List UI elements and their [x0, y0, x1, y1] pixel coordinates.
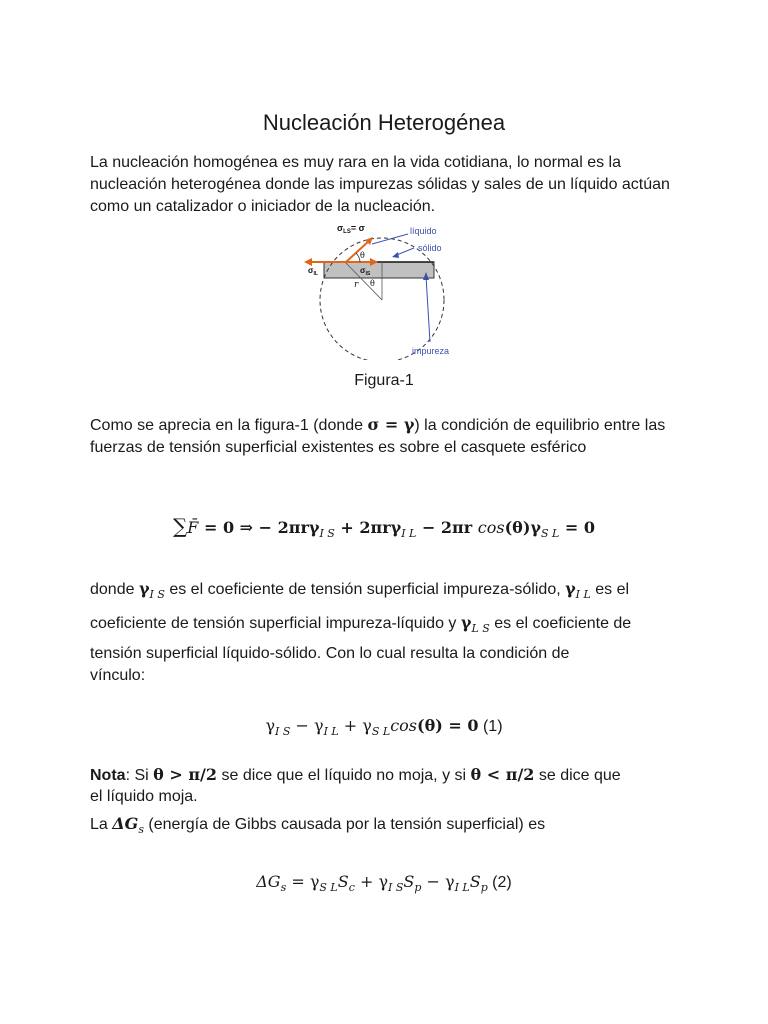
eq-sub: I S [275, 725, 291, 739]
equation-number: (2) [487, 874, 512, 891]
delta-g: ΔG [112, 814, 139, 833]
eq-sub: I L [454, 881, 470, 895]
nota-line2: el líquido moja. [90, 788, 198, 805]
eq-sub: c [348, 881, 355, 895]
equation-2 [0, 872, 768, 894]
eq-part: γ [265, 716, 276, 735]
figure-caption: Figura-1 [354, 372, 414, 389]
gibbs-line [90, 813, 545, 841]
solid-pointer-head [392, 252, 399, 258]
math: θ < π/2 [470, 765, 535, 784]
eq-part: = 0 [559, 518, 595, 537]
eq-sub: p [414, 881, 422, 895]
para3-line4: vínculo: [90, 667, 146, 684]
eq-sub: s [280, 881, 287, 895]
eq-part: S [403, 872, 415, 891]
eq-sub: I S [388, 881, 404, 895]
cos-func: cos [390, 716, 418, 735]
eq-part: + γ [354, 872, 389, 891]
para2-text-b: ) la condición de equilibrio entre las fuerzas de tensión superficial existentes es sobre el casquete esférico [90, 417, 666, 456]
math: θ > π/2 [153, 765, 218, 784]
para3-line2 [90, 612, 631, 640]
eq-part: (θ)γ [504, 518, 541, 537]
text: donde [90, 581, 139, 598]
label-sigma-ls: $\sigma_{LS}= \sigma$ [337, 223, 365, 235]
delta-g-sub: s [138, 823, 144, 837]
para2-math: σ = γ [367, 415, 415, 434]
para3-line3: tensión superficial líquido-sólido. Con lo cual resulta la condición de [90, 645, 570, 662]
text: es el coeficiente de tensión superficial impureza-sólido, [164, 581, 566, 598]
gamma-sub: I S [149, 588, 165, 602]
label-theta-center: θ [370, 279, 375, 288]
label-sigma-il: $\sigma_{IL}$ [308, 266, 318, 277]
paragraph-2 [90, 414, 690, 459]
text: La [90, 816, 113, 833]
eq-sub: I L [323, 725, 339, 739]
sum-symbol: ∑ [173, 514, 188, 538]
cos-func: cos [477, 518, 505, 537]
eq-sub: I L [401, 527, 417, 541]
gamma: γ [138, 579, 150, 598]
label-theta-top: θ [360, 251, 365, 260]
impurity-pointer [426, 276, 430, 342]
text: es el [590, 581, 630, 598]
eq-part: − 2πr [416, 518, 478, 537]
nota-label: Nota [90, 767, 126, 784]
equation-1 [0, 716, 768, 738]
sigma-il-arrowhead [304, 258, 312, 266]
text: coeficiente de tensión superficial impureza-líquido y [90, 615, 461, 632]
text: (energía de Gibbs causada por la tensión superficial) es [143, 816, 546, 833]
label-liquido: líquido [410, 226, 437, 236]
eq-part: (θ) = 0 [417, 716, 479, 735]
label-solido: sólido [418, 243, 442, 253]
eq-part: + 2πrγ [334, 518, 402, 537]
eq-part: = 0 ⇒ − 2πrγ [198, 518, 320, 537]
equation-number: (1) [478, 718, 503, 735]
equation-force-balance [0, 514, 768, 540]
eq-sub: I S [319, 527, 335, 541]
gamma: γ [460, 613, 472, 632]
eq-part: ΔG [256, 872, 281, 891]
text: es el coeficiente de [489, 615, 632, 632]
intro-paragraph: La nucleación homogénea es muy rara en la vida cotidiana, lo normal es la nucleación heterogénea donde las impurezas sólidas y sales de un líquido actúan como un catalizador o iniciador de la nucleación. [90, 154, 670, 215]
label-r: r [354, 280, 359, 290]
para2-text-a: Como se aprecia en la figura-1 (donde [90, 417, 368, 434]
eq-part: = γ [286, 872, 320, 891]
force-symbol: F̄ [187, 518, 199, 537]
eq-sub: p [480, 881, 488, 895]
text: se dice que el líquido no moja, y si [217, 767, 471, 784]
eq-sub: S L [371, 725, 391, 739]
text: se dice que [534, 767, 621, 784]
liquid-pointer [372, 234, 408, 244]
eq-sub: S L [319, 881, 338, 895]
gamma: γ [565, 579, 576, 598]
page-title: Nucleación Heterogénea [262, 110, 506, 135]
nucleation-figure [290, 220, 490, 360]
label-sigma-is: $\sigma_{IS}$ [360, 266, 371, 277]
eq-sub: S L [540, 527, 560, 541]
eq-part: − γ [290, 716, 324, 735]
gamma-sub: I L [575, 588, 591, 602]
para3-line1 [90, 578, 629, 606]
gamma-sub: L S [471, 622, 490, 636]
eq-part: S [337, 872, 349, 891]
label-impureza: impureza [412, 346, 450, 356]
eq-part: − γ [421, 872, 455, 891]
eq-part: + γ [338, 716, 372, 735]
text: : Si [125, 767, 154, 784]
nota-line1 [90, 764, 621, 787]
eq-part: S [469, 872, 481, 891]
impurity-surface [324, 262, 434, 278]
